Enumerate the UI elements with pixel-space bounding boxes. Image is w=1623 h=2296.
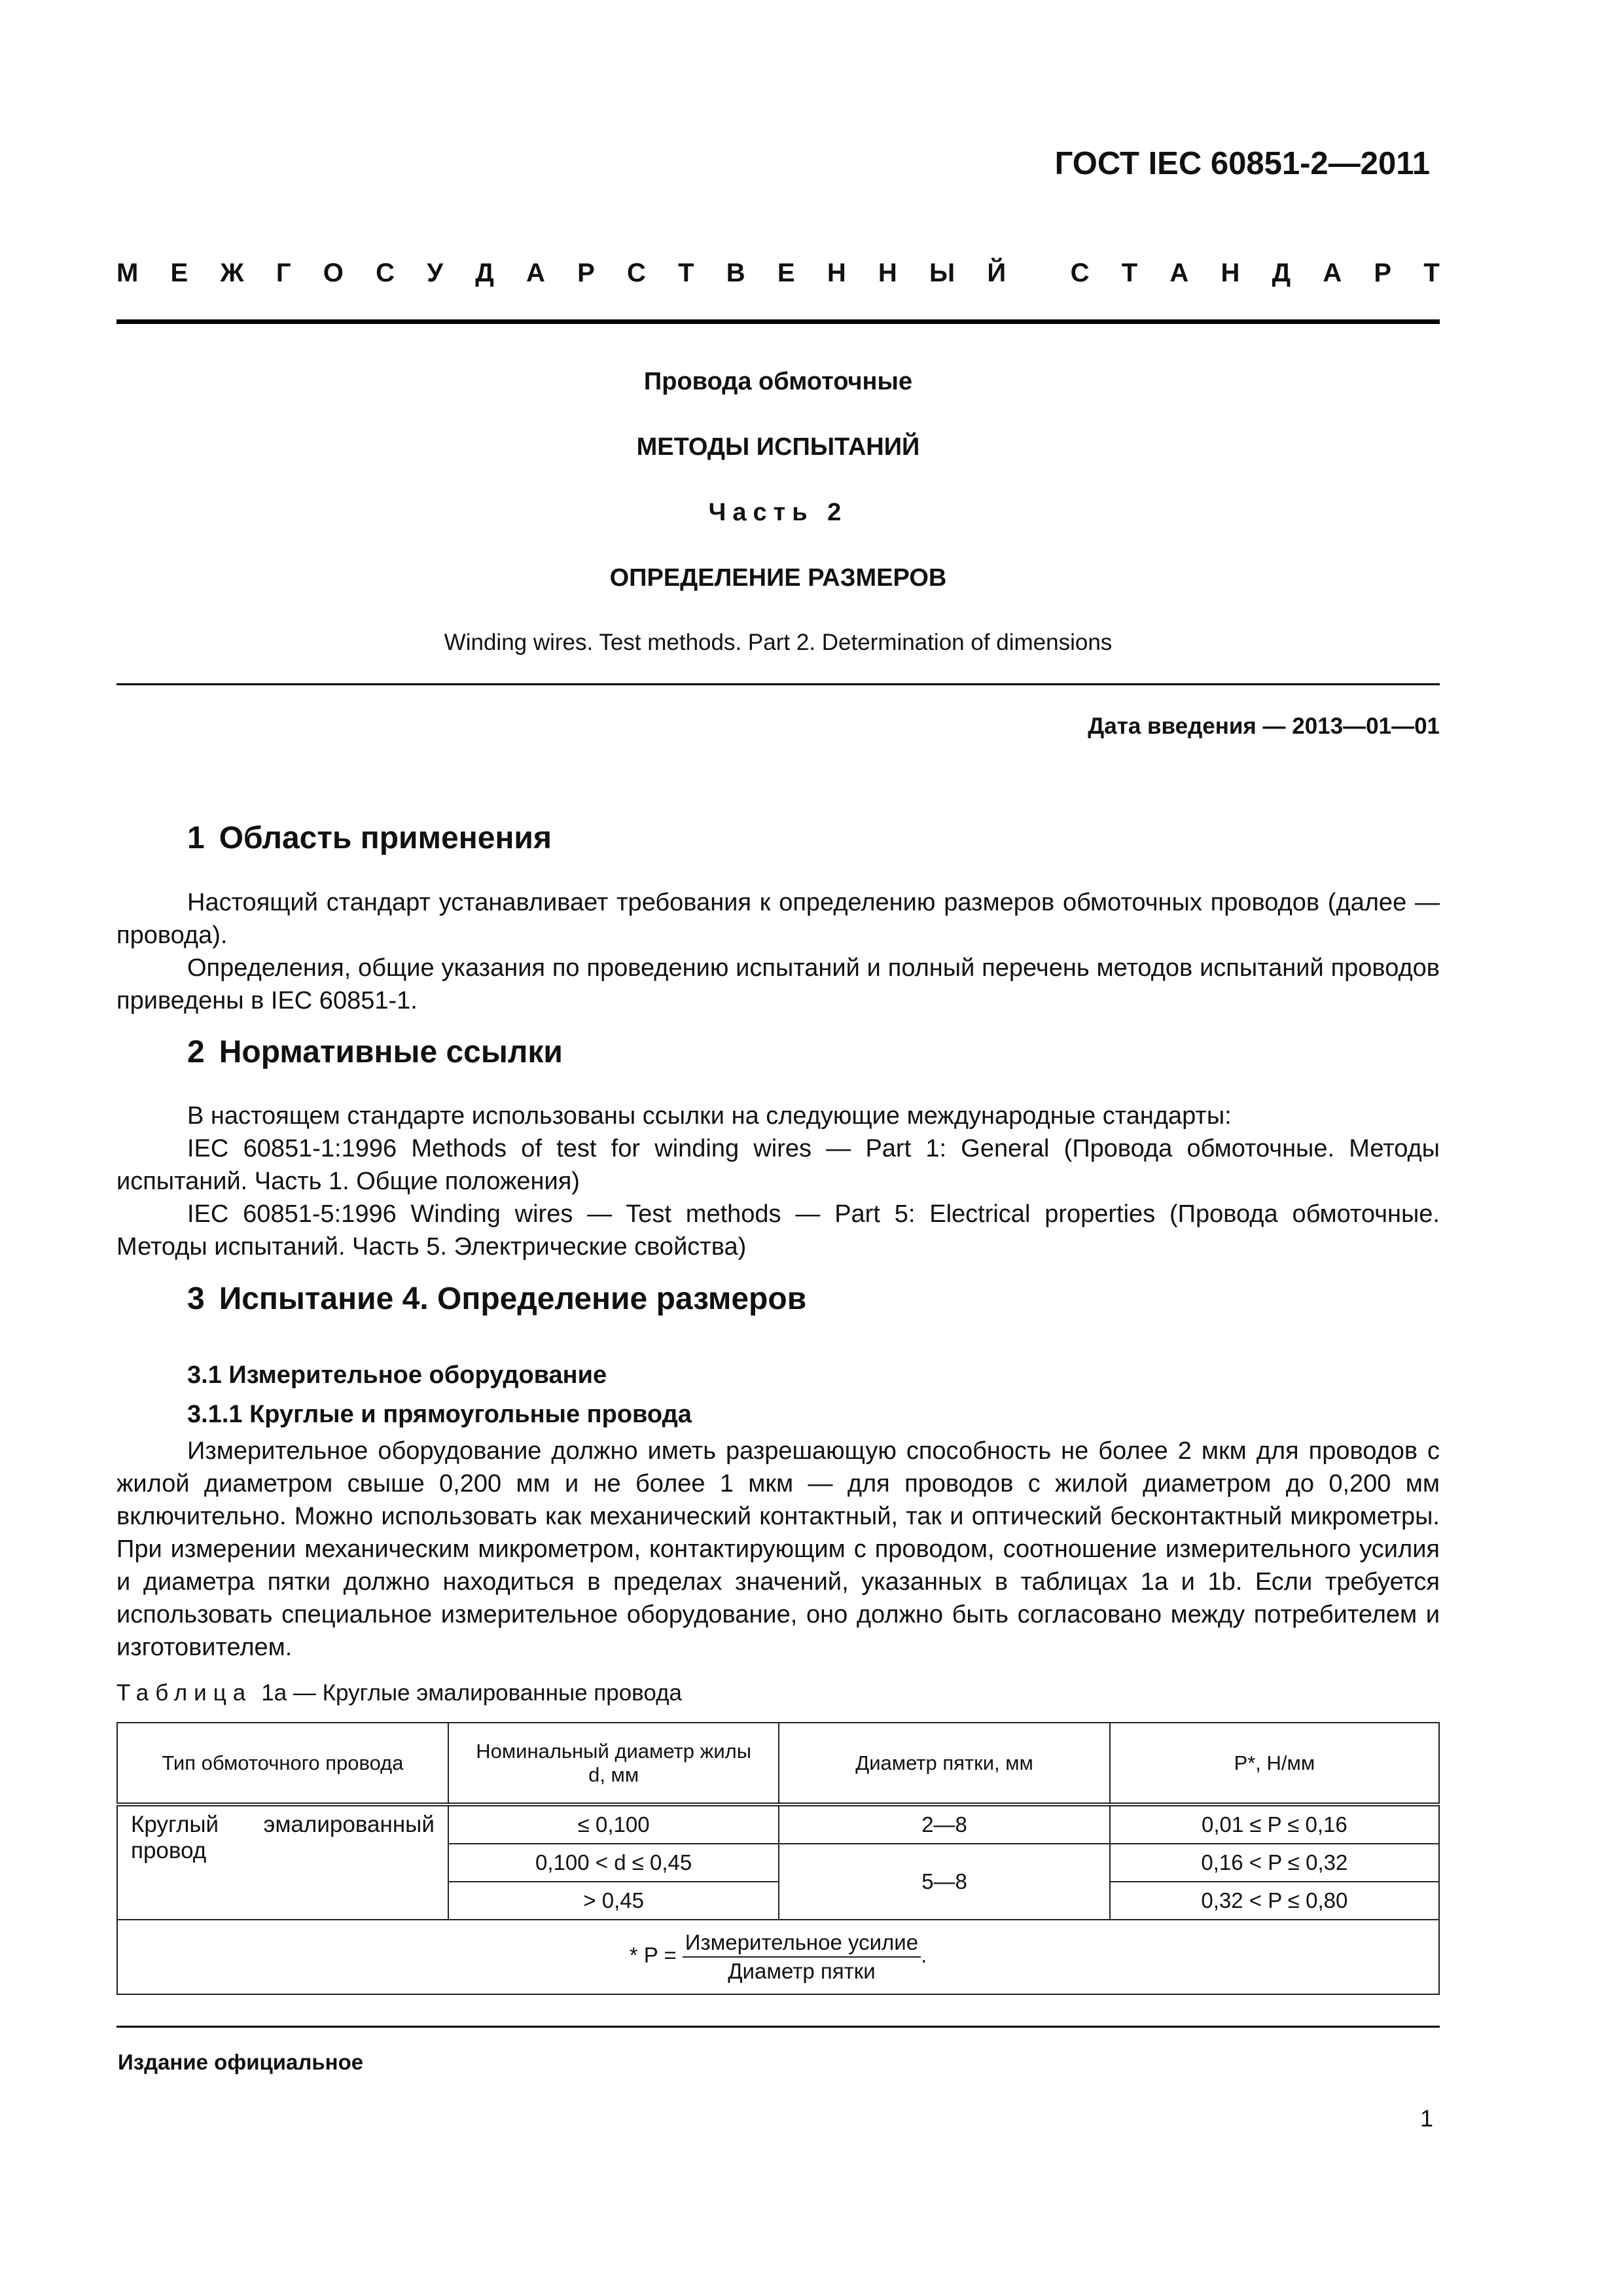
heading-letter: А (1169, 259, 1189, 287)
table-cell: 0,32 < P ≤ 0,80 (1110, 1882, 1439, 1920)
table-cell: 2—8 (779, 1804, 1109, 1844)
heading-letter: Г (276, 259, 291, 287)
table-cell: 0,01 ≤ P ≤ 0,16 (1110, 1804, 1439, 1844)
title-line-4: ОПРЕДЕЛЕНИЕ РАЗМЕРОВ (609, 564, 947, 592)
header-cell: P*, Н/мм (1110, 1723, 1439, 1804)
table-footnote (117, 1920, 1439, 1994)
heading-letter: Т (1423, 259, 1440, 287)
heading-letter: В (726, 259, 745, 287)
official-edition-label: Издание официальное (118, 2050, 364, 2074)
paragraph: Измерительное оборудование должно иметь разрешающую способность не более 2 мкм для проводов с жилой диаметром свыше 0,200 мм и не более 1 мкм — для проводов с жилой диаметром до 0,200 мм включительно. Можно использовать как механический контактный, так и оптический бесконтактный микрометры. При измерении механическим микрометром, контактирующим с проводом, соотношение измерительного усилия и диаметра пятки должно находиться в пределах значений, указанных в таблицах 1a и 1b. Если требуется использовать специальное измерительное оборудование, оно должно быть согласовано между потребителем и изготовителем. (116, 1437, 1440, 1661)
title-line-1: Провода обмоточные (643, 368, 913, 395)
section-3-text (116, 1435, 1440, 1664)
heading-letter: Д (1272, 259, 1291, 287)
document-number: ГОСТ IEC 60851-2—2011 (1054, 146, 1430, 181)
header-cell: Тип обмоточного провода (117, 1723, 448, 1804)
heading-letter: Е (170, 259, 188, 287)
heading-letter: Н (827, 259, 846, 287)
table-header-row (117, 1723, 1439, 1804)
section-number: 2 (187, 1035, 205, 1069)
section-number: 1 (187, 821, 205, 855)
title-part: Часть 2 (708, 499, 848, 526)
heading-letter: У (427, 259, 444, 287)
table-footnote-row (117, 1920, 1439, 1994)
heading-letter: Т (1121, 259, 1138, 287)
wire-type-word: Круглый (131, 1812, 219, 1837)
table-cell: ≤ 0,100 (448, 1804, 779, 1844)
introduction-date: Дата введения — 2013—01—01 (1088, 713, 1440, 739)
section-title: Испытание 4. Определение размеров (219, 1282, 807, 1316)
header-cell-line: Номинальный диаметр жилы (476, 1739, 752, 1763)
dimensions-table (116, 1722, 1440, 1995)
section-2-heading (187, 1034, 563, 1070)
heading-letter: Е (777, 259, 795, 287)
heading-letter: О (323, 259, 344, 287)
paragraph: IEC 60851-1:1996 Methods of test for winding wires — Part 1: General (Провода обмоточные. Методы испытаний. Часть 1. Общие положения) (116, 1135, 1440, 1195)
heading-letter: С (627, 259, 646, 287)
wire-type-word: эмалированный (263, 1812, 435, 1837)
heading-letter: Д (475, 259, 494, 287)
heading-letter: Т (678, 259, 694, 287)
table-cell: > 0,45 (448, 1882, 779, 1920)
subsection-3-1-1-heading: 3.1.1 Круглые и прямоугольные провода (187, 1401, 692, 1428)
heading-letter: С (1070, 259, 1090, 287)
heading-letter: Й (987, 259, 1007, 287)
subsection-3-1-heading: 3.1 Измерительное оборудование (187, 1361, 607, 1389)
footnote-suffix: . (921, 1943, 927, 1967)
table-caption-text: 1a — Круглые эмалированные провода (261, 1680, 682, 1706)
interstate-standard-heading (116, 259, 1440, 288)
header-cell (448, 1723, 779, 1804)
paragraph: Определения, общие указания по проведению испытаний и полный перечень методов испытаний проводов приведены в IEC 60851-1. (116, 954, 1440, 1014)
footer-rule (116, 2026, 1440, 2028)
heading-letter: Р (577, 259, 595, 287)
fraction-numerator: Измерительное усилие (683, 1930, 921, 1958)
page-number: 1 (1419, 2105, 1433, 2132)
table-cell: 5—8 (779, 1844, 1109, 1920)
title-rule (116, 683, 1440, 685)
header-cell-line: d, мм (588, 1763, 639, 1786)
table-caption-label: Таблица (116, 1680, 253, 1706)
paragraph: Настоящий стандарт устанавливает требования к определению размеров обмоточных проводов (далее — провода). (116, 889, 1440, 949)
heading-letter: Н (1221, 259, 1240, 287)
heading-letter: М (116, 259, 139, 287)
section-1-heading (187, 820, 552, 856)
heading-letter: Ж (220, 259, 244, 287)
paragraph: В настоящем стандарте использованы ссылки на следующие международные стандарты: (187, 1102, 1232, 1130)
section-1-text (116, 886, 1440, 1017)
footnote-prefix: * P = (629, 1943, 677, 1967)
table-caption (116, 1680, 682, 1706)
table-row (117, 1804, 1439, 1844)
footnote-fraction (683, 1930, 921, 1984)
section-3-heading (187, 1281, 806, 1317)
table-cell: 0,16 < P ≤ 0,32 (1110, 1844, 1439, 1882)
section-title: Нормативные ссылки (219, 1035, 563, 1069)
wire-type-word: провод (131, 1838, 207, 1863)
table-cell: 0,100 < d ≤ 0,45 (448, 1844, 779, 1882)
heading-letter: А (526, 259, 545, 287)
header-rule (116, 319, 1440, 324)
header-cell: Диаметр пятки, мм (779, 1723, 1109, 1804)
heading-letter: Р (1374, 259, 1392, 287)
section-2-text (116, 1100, 1440, 1263)
fraction-denominator: Диаметр пятки (728, 1959, 876, 1983)
heading-letter: А (1323, 259, 1342, 287)
heading-letter: С (376, 259, 395, 287)
section-title: Область применения (219, 821, 552, 855)
heading-letter: Н (878, 259, 897, 287)
english-title: Winding wires. Test methods. Part 2. Determination of dimensions (444, 630, 1113, 655)
heading-letter: Ы (929, 259, 955, 287)
wire-type-cell (117, 1804, 448, 1920)
paragraph: IEC 60851-5:1996 Winding wires — Test methods — Part 5: Electrical properties (Провода обмоточные. Методы испытаний. Часть 5. Электрические свойства) (116, 1200, 1440, 1261)
title-line-2: МЕТОДЫ ИСПЫТАНИЙ (636, 433, 920, 461)
section-number: 3 (187, 1282, 205, 1316)
